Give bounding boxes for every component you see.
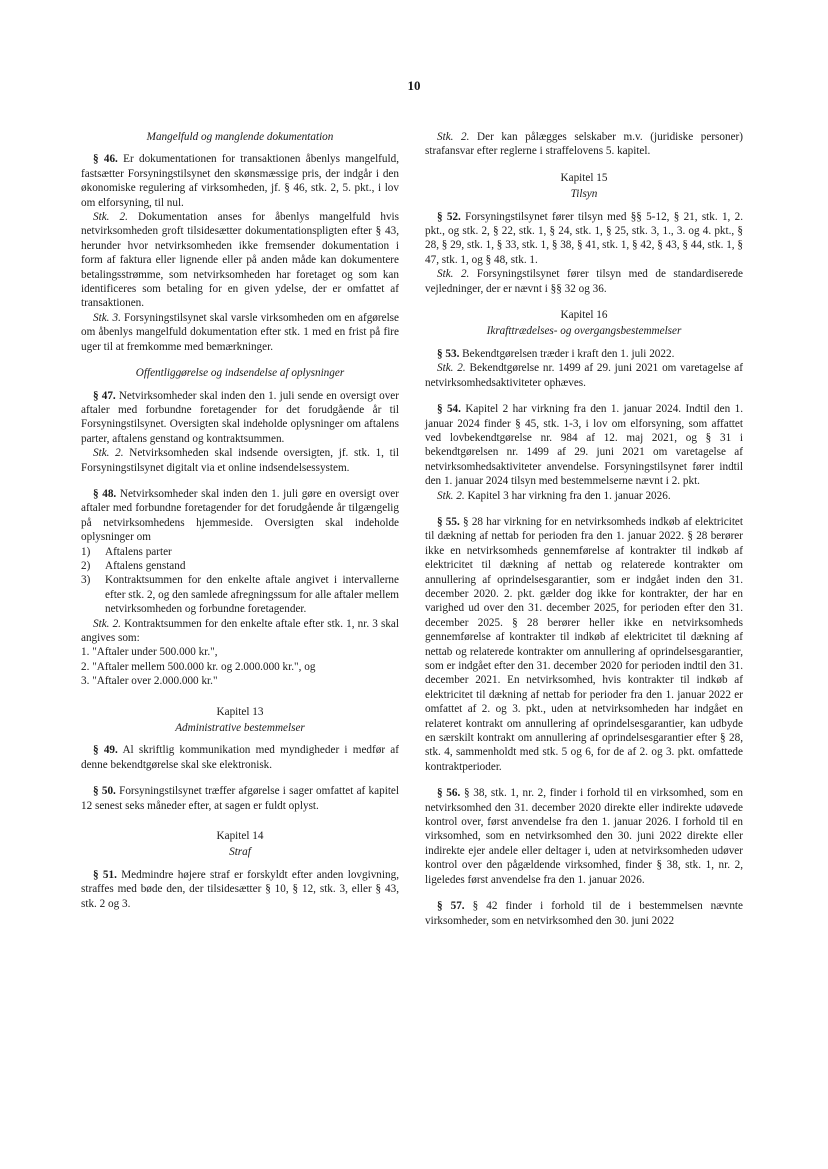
list-number: 2) [81, 559, 91, 572]
paragraph-52-stk2 [425, 267, 743, 296]
paragraph-number: § 52. [437, 210, 461, 223]
paragraph-48-list [81, 545, 399, 617]
paragraph-text: Der kan pålægges selskaber m.v. (juridiske personer) strafansvar efter reglerne i straffelovens 5. kapitel. [425, 131, 744, 158]
list-item [81, 545, 399, 559]
stk-label: Stk. 2. [93, 211, 128, 224]
paragraph-text: Er dokumentationen for transaktionen åbenlys mangelfuld, fastsætter Forsyningstilsynet den skønsmæssige pris, der indgår i den økonomiske regulering af virksomheden, jf. § 46, stk. 2, 5. pkt., i lov om elforsyning, til nul. [81, 153, 400, 209]
chapter-16-heading: Kapitel 16 [560, 309, 608, 322]
range-item: 3. "Aftaler over 2.000.000 kr." [81, 675, 218, 688]
paragraph-48-stk2 [81, 617, 399, 646]
paragraph-number: § 56. [437, 787, 461, 800]
paragraph-text: Netvirksomheder skal inden den 1. juli sende en oversigt over aftaler med forbundne foretagender for det forudgående år til Forsyningstilsynet. Oversigten skal indeholde oplysninger om aftalens parter, aftalens genstand og kontraktsummen. [81, 389, 399, 445]
paragraph-57 [425, 899, 743, 928]
paragraph-53-stk2 [425, 361, 743, 390]
paragraph-54-stk2 [425, 489, 743, 503]
stk-label: Stk. 2. [93, 617, 121, 630]
paragraph-text: § 38, stk. 1, nr. 2, finder i forhold til en virksomhed, som en netvirksomhed den 31. december 2020 direkte eller indirekte udøvede kontrol over, først anvendelse fra den 1. januar 2026. I forhold til en virksomhed, som en netvirksomhed den 30. juni 2022 direkte eller indirekte ejer andele eller deltager i, uden at netvirksomheden udøver kontrol over den pågældende virksomhed, finder § 38, stk. 1, nr. 2, ligeledes først anvendelse fra den 1. januar 2026. [425, 787, 743, 886]
paragraph-46 [81, 152, 399, 210]
paragraph-52 [425, 210, 743, 268]
paragraph-text: Medmindre højere straf er forskyldt efter anden lovgivning, straffes med bøde den, der tilsidesætter § 10, § 12, stk. 3, eller § 43, stk. 2 og 3. [81, 868, 399, 910]
paragraph-text: Kapitel 2 har virkning fra den 1. januar 2024. Indtil den 1. januar 2024 finder § 45, stk. 1-3, i lov om elforsyning, som affattet ved lovbekendtgørelse nr. 984 af 12. maj 2021, og § 31 i bekendtgørelsen nr. 1499 af 29. juni 2021 om varetagelse af netvirksomhedsaktiviteter anvendelse. Forsyningstilsynet fører indtil den 1. januar 2024 tilsyn med bestemmelserne nævnt i 2. pkt. [425, 403, 743, 488]
paragraph-text: Forsyningstilsynet træffer afgørelse i sager omfattet af kapitel 12 senest seks måneder efter, at sagen er fuldt oplyst. [81, 785, 399, 812]
range-item: 2. "Aftaler mellem 500.000 kr. og 2.000.000 kr.", og [81, 660, 316, 673]
stk-label: Stk. 3. [93, 311, 121, 324]
chapter-14-heading: Kapitel 14 [216, 830, 264, 843]
list-text: Kontraktsummen for den enkelte aftale angivet i intervallerne efter stk. 2, og den samlede afregningssum for alle aftaler mellem netvirksomheden og forbundne foretagender. [105, 574, 399, 616]
paragraph-text: Bekendtgørelse nr. 1499 af 29. juni 2021 om varetagelse af netvirksomhedsaktiviteter ophæves. [425, 362, 743, 389]
paragraph-54 [425, 402, 743, 488]
list-number: 1) [81, 545, 91, 558]
paragraph-number: § 46. [93, 153, 118, 166]
list-text: Aftalens genstand [105, 559, 186, 572]
paragraph-number: § 53. [437, 347, 460, 360]
left-column [81, 130, 399, 911]
paragraph-text: Kapitel 3 har virkning fra den 1. januar 2026. [464, 489, 671, 502]
paragraph-51-stk2 [425, 130, 743, 159]
paragraph-number: § 50. [93, 785, 116, 798]
paragraph-text: Dokumentation anses for åbenlys mangelfuld hvis netvirksomheden groft tilsidesætter dokumentationspligten efter § 43, herunder hvor netvirksomheden ikke fremsender dokumentation i form af faktura eller lignende eller på anden måde kan dokumentere betalingsstrømme, som netvirksomheden har foretaget og som kan identificeres som betaling for en given ydelse, der er omfattet af transaktionen. [81, 211, 400, 310]
paragraph-53 [425, 347, 743, 361]
page-number: 10 [407, 78, 421, 93]
paragraph-47 [81, 389, 399, 447]
list-item [81, 573, 399, 616]
paragraph-number: § 55. [437, 515, 460, 528]
list-text: Aftalens parter [105, 545, 172, 558]
chapter-15-heading: Kapitel 15 [560, 171, 608, 184]
chapter-16-title: Ikrafttrædelses- og overgangsbestemmelser [486, 325, 682, 338]
stk-label: Stk. 2. [437, 131, 470, 143]
stk-label: Stk. 2. [437, 268, 470, 281]
paragraph-46-stk3 [81, 311, 399, 354]
section-heading-mangelfuld: Mangelfuld og manglende dokumentation [146, 131, 334, 143]
chapter-14-title: Straf [229, 846, 251, 859]
stk-label: Stk. 2. [437, 489, 465, 502]
chapter-13-heading: Kapitel 13 [216, 705, 264, 718]
paragraph-56 [425, 786, 743, 887]
section-heading-offentliggorelse: Offentliggørelse og indsendelse af oplysninger [135, 367, 345, 380]
paragraph-number: § 48. [93, 487, 117, 500]
paragraph-46-stk2 [81, 210, 399, 311]
paragraph-number: § 57. [437, 900, 465, 913]
list-item [81, 559, 399, 573]
range-item: 1. "Aftaler under 500.000 kr.", [81, 646, 218, 659]
paragraph-number: § 54. [437, 403, 461, 416]
right-column [425, 130, 743, 928]
paragraph-number: § 49. [93, 744, 118, 757]
paragraph-47-stk2 [81, 446, 399, 475]
paragraph-50 [81, 784, 399, 813]
paragraph-text: Netvirksomheder skal inden den 1. juli gøre en oversigt over aftaler med forbundne foretagender for det forudgående år tilgængelig på netvirksomhedens hjemmeside. Oversigten skal indeholde oplysninger om [81, 487, 399, 544]
paragraph-48 [81, 487, 399, 545]
paragraph-text: Kontraktsummen for den enkelte aftale efter stk. 1, nr. 3 skal angives som: [81, 617, 399, 644]
list-number: 3) [81, 574, 91, 587]
stk-label: Stk. 2. [437, 362, 466, 375]
paragraph-text: § 42 finder i forhold til de i bestemmelsen nævnte virksomheder, som en netvirksomhed den 30. juni 2022 [425, 900, 744, 927]
paragraph-text: Bekendtgørelsen træder i kraft den 1. juli 2022. [459, 347, 675, 360]
chapter-13-title: Administrative bestemmelser [175, 722, 305, 735]
paragraph-55 [425, 515, 743, 774]
paragraph-text: Forsyningstilsynet fører tilsyn med de standardiserede vejledninger, der er nævnt i §§ 32 og 36. [425, 268, 744, 295]
paragraph-text: Al skriftlig kommunikation med myndigheder i medfør af denne bekendtgørelse skal ske elektronisk. [81, 744, 400, 771]
paragraph-51 [81, 868, 399, 911]
paragraph-text: Forsyningstilsynet skal varsle virksomheden om en afgørelse om åbenlys mangelfuld dokumentation efter stk. 1 med en frist på fire uger til at fremkomme med bemærkninger. [81, 311, 399, 353]
paragraph-number: § 47. [93, 389, 116, 402]
paragraph-text: Netvirksomheden skal indsende oversigten, jf. stk. 1, til Forsyningstilsynet digitalt via et online indsendelsessystem. [81, 447, 399, 474]
paragraph-text: Forsyningstilsynet fører tilsyn med §§ 5-12, § 21, stk. 1, 2. pkt., og stk. 2, § 22, stk. 1, § 24, stk. 1, § 25, stk. 3, 1., 3. og 4. pkt., § 28, § 29, stk. 1, § 33, stk. 1, § 38, § 41, stk. 1, § 42, § 43, § 44, stk. 1, § 47, stk. 1, og § 48, stk. 1. [425, 210, 743, 266]
stk-label: Stk. 2. [93, 447, 124, 460]
chapter-15-title: Tilsyn [570, 188, 598, 201]
paragraph-text: § 28 har virkning for en netvirksomheds indkøb af elektricitet til dækning af nettab for perioden fra den 1. januar 2022. § 28 berører ikke en netvirksomheds gennemførelse af kontrakter til indkøb af elektricitet til dækning af nettab og relaterede kontrakter om annullering af oprindelsesgarantier, som er indgået inden den 31. december 2020. 2. pkt. gælder dog ikke for kontrakter, der har en varighed ud over den 31. december 2025, for perioden efter den 31. december 2025. § 28 berører heller ikke en netvirksomheds gennemførelse af kontrakter til indkøb af elektricitet til dækning af nettab og relaterede kontrakter om annullering af oprindelsesgarantier, som er indgået efter den 31. december 2020 for perioden indtil den 31. december 2021. En netvirksomhed, hvis kontrakter til indkøb af elektricitet til dækning af nettab for perioder fra den 1. januar 2022 er omfattet af 2. og 3. pkt., uden at netvirksomheden har indgået en relateret kontrakt om annullering af oprindelsesgarantier, kan udbyde en særskilt kontrakt om annullering af oprindelsesgarantier efter § 28, stk. 4, sammenholdt med stk. 5 og 6, for de af 2. og 3. pkt. omfattede kontraktperioder. [425, 515, 743, 773]
paragraph-number: § 51. [93, 868, 117, 881]
paragraph-49 [81, 743, 399, 772]
